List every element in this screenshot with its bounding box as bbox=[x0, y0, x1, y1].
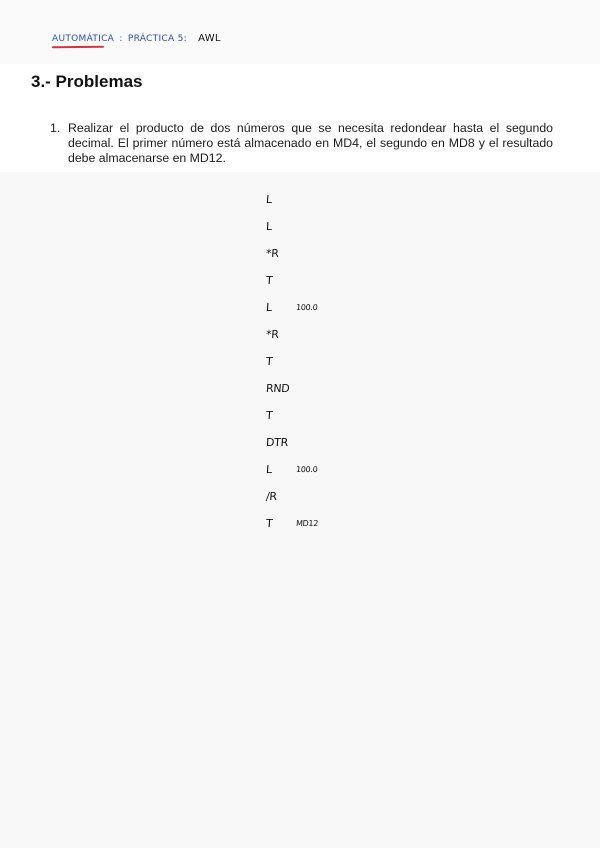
code-line bbox=[266, 436, 288, 454]
code-line bbox=[266, 490, 277, 508]
code-argument: MD12 bbox=[295, 519, 319, 528]
code-line bbox=[265, 463, 318, 481]
code-line bbox=[266, 355, 272, 373]
code-instruction: T bbox=[265, 517, 273, 530]
code-instruction: DTR bbox=[265, 436, 289, 449]
code-line bbox=[266, 247, 279, 265]
problem-text: Realizar el producto de dos números que se necesita redondear hasta el segundo decimal. El primer número está almacenado en MD4, el segundo en MD8 y el resultado debe almacenarse en MD12. bbox=[68, 121, 553, 166]
problem-item bbox=[50, 121, 553, 167]
header-separator: : bbox=[119, 34, 123, 44]
code-instruction: L bbox=[265, 463, 273, 476]
code-line bbox=[266, 193, 272, 211]
code-line bbox=[266, 220, 272, 238]
code-instruction: *R bbox=[265, 247, 280, 260]
code-line bbox=[266, 328, 279, 346]
code-line bbox=[265, 301, 318, 319]
section-title: 3.- Problemas bbox=[31, 72, 143, 91]
code-argument: 100.0 bbox=[295, 303, 318, 312]
header-band bbox=[0, 0, 600, 64]
code-instruction: *R bbox=[265, 328, 280, 341]
code-instruction: T bbox=[265, 409, 273, 422]
code-line bbox=[266, 382, 289, 400]
code-argument: 100.0 bbox=[295, 465, 318, 474]
code-line bbox=[266, 274, 272, 292]
code-instruction: L bbox=[265, 301, 273, 314]
code-instruction: L bbox=[265, 193, 273, 206]
code-instruction: T bbox=[265, 274, 273, 287]
code-instruction: /R bbox=[265, 490, 278, 503]
code-line bbox=[265, 517, 319, 535]
code-line bbox=[266, 409, 272, 427]
handwritten-header bbox=[52, 33, 221, 44]
code-instruction: T bbox=[265, 355, 273, 368]
problem-number: 1. bbox=[50, 121, 61, 135]
header-subject: AUTOMÁTICA bbox=[52, 34, 115, 44]
code-instruction: L bbox=[265, 220, 273, 233]
header-practica: PRÁCTICA 5: bbox=[127, 34, 187, 44]
header-topic: AWL bbox=[198, 33, 221, 44]
code-instruction: RND bbox=[265, 382, 290, 395]
